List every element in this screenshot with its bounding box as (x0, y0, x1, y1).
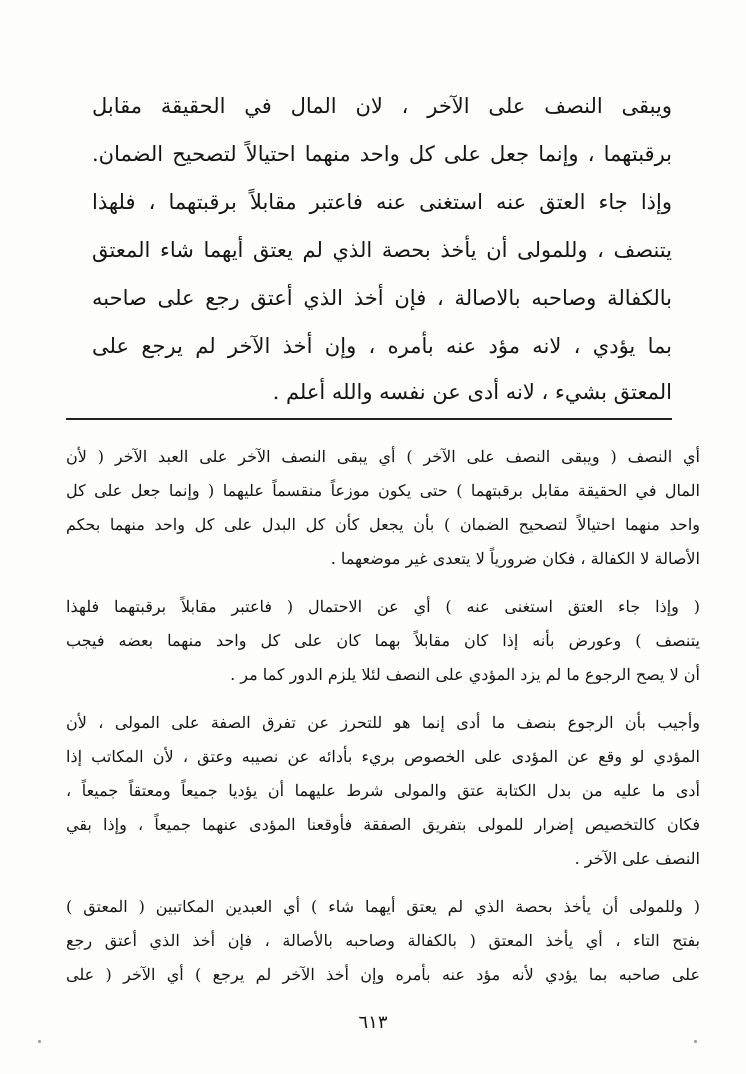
scan-speck (38, 1040, 41, 1043)
main-line: يتنصف ، وللمولى أن يأخذ بحصة الذي لم يعتق أيهما شاء المعتق (92, 238, 672, 262)
commentary-line: واحد منهما احتيالاً لتصحيح الضمان ) بأن يجعل كأن كل البدل على كل واحد منهما بحكم (66, 515, 700, 534)
main-line: ويبقى النصف على الآخر ، لان المال في الحقيقة مقابل (92, 94, 672, 118)
page-number: ٦١٣ (358, 1012, 388, 1033)
commentary-line: أي النصف ( ويبقى النصف على الآخر ) أي يبقى النصف الآخر على العبد الآخر ( لأن (66, 447, 700, 466)
commentary-line: أن لا يصح الرجوع ما لم يزد المؤدي على النصف لئلا يلزم الدور كما مر . (230, 665, 700, 684)
commentary-line: الأصالة لا الكفالة ، فكان ضرورياً لا يتعدى غير موضعهما . (330, 549, 700, 568)
main-line: بالكفالة وصاحبه بالاصالة ، فإن أخذ الذي أعتق رجع على صاحبه (92, 286, 672, 310)
main-line: بما يؤدي ، لانه مؤد عنه بأمره ، وإن أخذ الآخر لم يرجع على (92, 334, 672, 358)
separator-rule (66, 418, 672, 420)
commentary-line: بفتح التاء ، أي يأخذ المعتق ( بالكفالة وصاحبه بالأصالة ، فإن أخذ الذي أعتق رجع (66, 931, 700, 950)
main-line: وإذا جاء العتق عنه استغنى عنه فاعتبر مقابلاً برقبتهما ، فلهذا (92, 190, 672, 214)
commentary-line: المال في الحقيقة مقابل برقبتهما ) حتى يكون موزعاً منقسماً عليهما ( وإنما جعل على كل (66, 481, 700, 500)
commentary-line: أدى ما عليه من بدل الكتابة عتق والمولى شرط عليهما أن يؤديا جميعاً ومعتقاً جميعاً ، (66, 781, 700, 800)
commentary-line: وأجيب بأن الرجوع بنصف ما أدى إنما هو للتحرز عن تفرق الصفة على المولى ، لأن (66, 713, 700, 732)
commentary-line: ( وللمولى أن يأخذ بحصة الذي لم يعتق أيهما شاء ) أي العبدين المكاتبين ( المعتق ) (66, 897, 700, 916)
commentary-line: المؤدي لو وقع عن المؤدى على الخصوص بريء بأدائه عن نصيبه وعتق ، لأن المكاتب إذا (66, 747, 700, 766)
commentary-line: النصف على الآخر . (574, 849, 700, 868)
main-line: المعتق بشيء ، لانه أدى عن نفسه والله أعلم . (272, 380, 672, 404)
commentary-line: ( وإذا جاء العتق استغنى عنه ) أي عن الاحتمال ( فاعتبر مقابلاً برقبتهما فلهذا (66, 597, 700, 616)
scan-speck (694, 1040, 697, 1043)
commentary-line: فكان كالتخصيص إضرار للمولى بتفريق الصفقة فأوقعنا المؤدى عنهما جميعاً ، وإذا بقي (66, 815, 700, 834)
commentary-line: يتنصف ) وعورض بأنه إذا كان مقابلاً بهما كان على كل واحد منهما بعضه فيجب (66, 631, 700, 650)
commentary-line: على صاحبه بما يؤدي لأنه مؤد عنه بأمره وإن أخذ الآخر لم يرجع ) أي الآخر ( على (66, 965, 700, 984)
main-line: برقبتهما ، وإنما جعل على كل واحد منهما احتيالاً لتصحيح الضمان. (92, 142, 672, 166)
